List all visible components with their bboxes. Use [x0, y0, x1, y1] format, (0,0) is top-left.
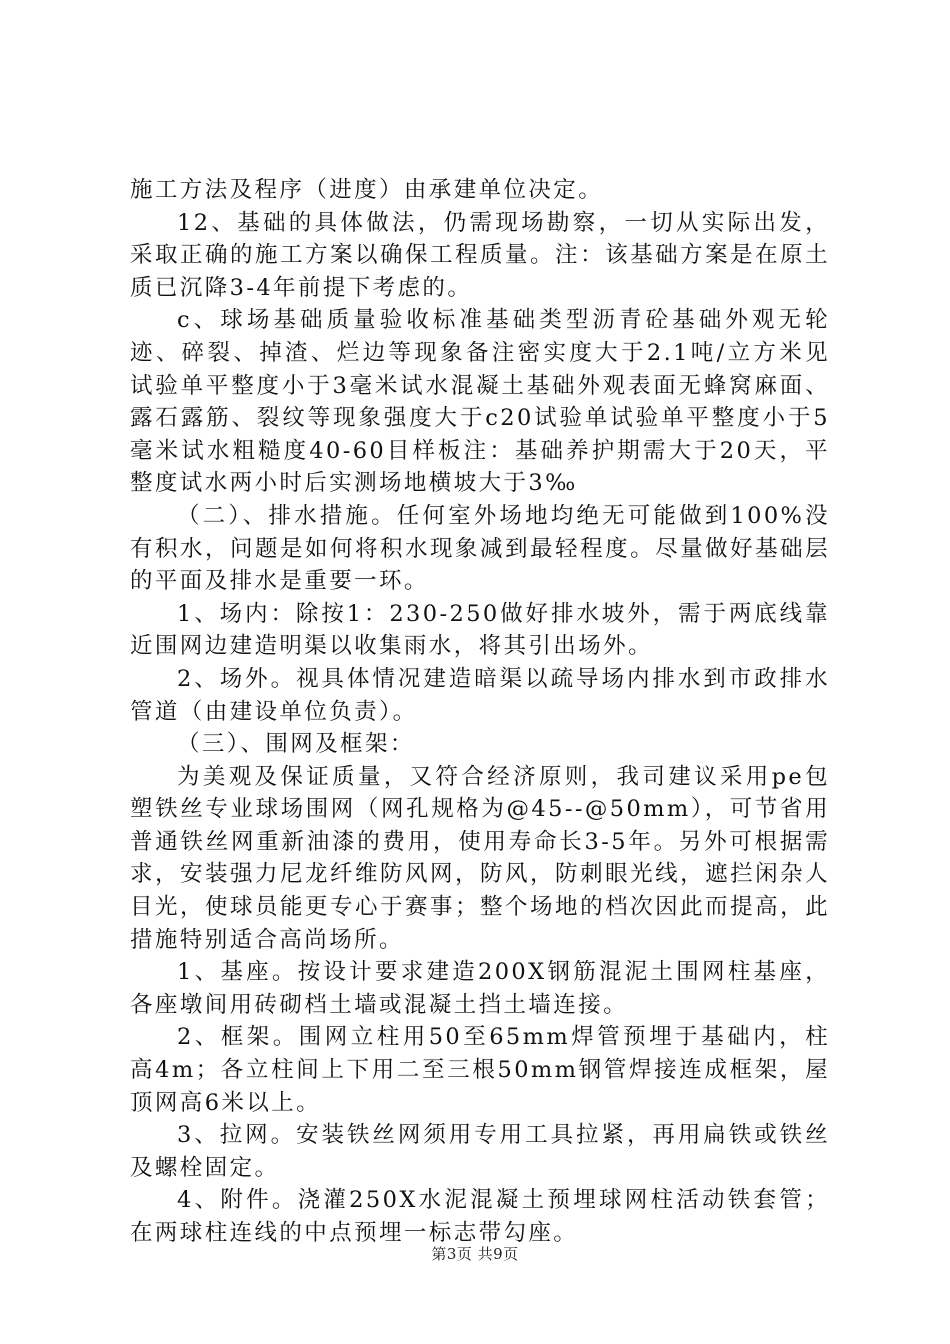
paragraph: 1、基座。按设计要求建造200X钢筋混泥土围网柱基座，各座墩间用砖砌档土墙或混凝土挡土墙连接。 [130, 959, 830, 1018]
paragraph: 2、框架。围网立柱用50至65mm焊管预埋于基础内，柱高4m；各立柱间上下用二至三根50mm钢管焊接连成框架，屋顶网高6米以上。 [130, 1024, 830, 1116]
paragraph: 3、拉网。安装铁丝网须用专用工具拉紧，再用扁铁或铁丝及螺栓固定。 [130, 1122, 830, 1181]
paragraph: c、球场基础质量验收标准基础类型沥青砼基础外观无轮迹、碎裂、掉渣、烂边等现象备注密实度大于2.1吨/立方米见试验单平整度小于3毫米试水混凝土基础外观表面无蜂窝麻面、露石露筋、裂纹等现象强度大于c20试验单试验单平整度小于5毫米试水粗糙度40-60目样板注：基础养护期需大于20天，平整度试水两小时后实测场地横坡大于3‰ [130, 307, 830, 497]
page-footer: 第3页 共9页 [431, 1245, 519, 1263]
body-text [130, 174, 830, 1250]
paragraph: （二）、排水措施。任何室外场地均绝无可能做到100%没有积水，问题是如何将积水现象减到最轻程度。尽量做好基础层的平面及排水是重要一环。 [130, 502, 830, 595]
paragraph: 4、附件。浇灌250X水泥混凝土预埋球网柱活动铁套管；在两球柱连线的中点预埋一标志带勾座。 [130, 1187, 830, 1246]
paragraph: （三）、围网及框架： [177, 731, 415, 758]
paragraph: 1、场内：除按1：230-250做好排水坡外，需于两底线靠近围网边建造明渠以收集雨水，将其引出场外。 [130, 600, 830, 660]
paragraph: 施工方法及程序（进度）由承建单位决定。 [130, 177, 604, 203]
paragraph: 为美观及保证质量，又符合经济原则，我司建议采用pe包塑铁丝专业球场围网（网孔规格为@45--@50mm），可节省用普通铁丝网重新油漆的费用，使用寿命长3-5年。另外可根据需求，安装强力尼龙纤维防风网，防风，防刺眼光线，遮拦闲杂人目光，使球员能更专心于赛事；整个场地的档次因此而提高，此措施特别适合高尚场所。 [130, 763, 830, 953]
paragraph: 12、基础的具体做法，仍需现场勘察，一切从实际出发，采取正确的施工方案以确保工程质量。注：该基础方案是在原土质已沉降3-4年前提下考虑的。 [130, 209, 830, 301]
paragraph: 2、场外。视具体情况建造暗渠以疏导场内排水到市政排水管道（由建设单位负责）。 [130, 665, 830, 725]
